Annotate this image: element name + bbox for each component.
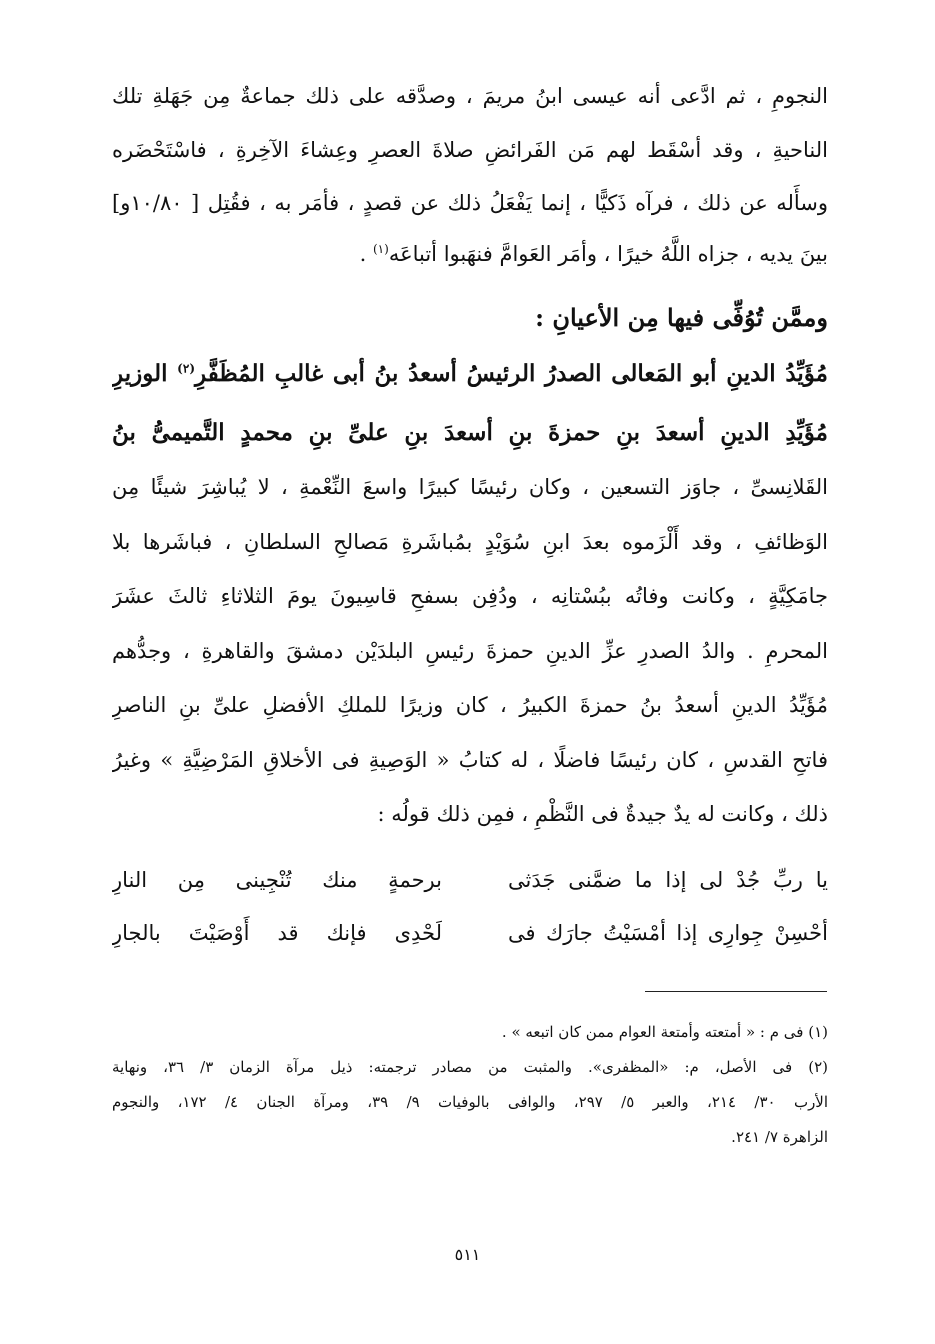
bio-line-1 bbox=[112, 354, 828, 394]
verse-2-first-hemistich: أحْسِنْ جِوارِى إذا أمْسَيْتُ جارَك فى bbox=[508, 921, 828, 945]
verse-1-first-hemistich: يا ربِّ جُدْ لى إذا ما ضمَّنى جَدَثى bbox=[508, 868, 828, 892]
body-line-4-end: . bbox=[359, 242, 367, 266]
footnote-2-line-3: الزاهرة ٧/ ٢٤١. bbox=[731, 1128, 828, 1146]
page-number: ٥١١ bbox=[454, 1245, 481, 1264]
bio-line-5: جامَكِيَّةٍ ، وكانت وفاتُه ببُسْتانِه ، ودُفِن بسفحِ قاسِيونَ يومَ الثلاثاءِ ثالثَ عشَرَ bbox=[112, 584, 828, 608]
bio-line-6: المحرمِ . والدُ الصدرِ عزِّ الدينِ حمزةَ رئيسِ البلدَيْن دمشقَ والقاهرةِ ، وجدُّهم bbox=[112, 639, 828, 663]
section-heading: وممَّن تُوُفِّى فيها مِن الأعيانِ : bbox=[535, 303, 828, 332]
verse-1-second-hemistich: برحمةٍ منك تُنْجِينى مِن النارِ bbox=[112, 868, 442, 892]
verse-2-second-hemistich: لَحْدِى فإنك قد أَوْصَيْتَ بالجارِ bbox=[112, 921, 442, 945]
body-line-4 bbox=[112, 234, 828, 274]
bio-line-9: ذلك ، وكانت له يدٌ جيدةٌ فى النَّظْمِ ، فمِن ذلك قولُه : bbox=[377, 802, 828, 826]
body-line-3: وسأَله عن ذلك ، فرآه ذَكيًّا ، إنما يَفْعَلُ ذلك عن قصدٍ ، فأمَر به ، فقُتِل [ ١٠/٨٠و] bbox=[112, 191, 828, 215]
body-line-2: الناحيةِ ، وقد أسْقَط لهم مَن الفَرائضِ صلاةَ العصرِ وعِشاءَ الآخِرةِ ، فاسْتَحْضَره bbox=[112, 138, 828, 162]
verse-2 bbox=[112, 913, 828, 953]
footnote-divider bbox=[645, 991, 827, 992]
bio-line-1-text: مُؤَيِّدُ الدينِ أبو المَعالى الصدرُ الرئيسُ أسعدُ بنُ أبى غالبِ المُظَفَّرِ bbox=[195, 360, 828, 387]
footnote-ref-2: (٢) bbox=[177, 361, 195, 376]
bio-line-7: مُؤَيِّدُ الدينِ أسعدُ بنُ حمزةَ الكبيرُ ، كان وزيرًا للملكِ الأفضلِ علىِّ بنِ الناصرِ bbox=[112, 693, 828, 717]
bio-line-1-end: الوزيرِ bbox=[112, 360, 168, 387]
bio-line-8: فاتحِ القدسِ ، كان رئيسًا فاضلًا ، له كتابُ « الوَصِيةِ فى الأخلاقِ المَرْضِيَّةِ » وغيرُ bbox=[112, 748, 828, 772]
body-line-1: النجومِ ، ثم ادَّعى أنه عيسى ابنُ مريمَ ، وصدَّقه على ذلك جماعةٌ مِن جَهَلةِ تلك bbox=[112, 84, 828, 108]
body-line-4-text: بينَ يديه ، جزاه اللَّهُ خيرًا ، وأمَر العَوامَّ فنهَبوا أتباعَه bbox=[388, 242, 828, 266]
bio-line-4: الوَظائفِ ، وقد أَلْزَموه بعدَ ابنِ سُوَيْدٍ بمُباشَرةِ مَصالحِ السلطانِ ، فباشَرها بلا bbox=[112, 530, 828, 554]
footnote-2-line-1: (٢) فى الأصل، م: «المظفرى». والمثبت من مصادر ترجمته: ذيل مرآة الزمان ٣/ ٣٦، ونهاية bbox=[112, 1058, 828, 1076]
verse-1 bbox=[112, 860, 828, 900]
footnote-ref-1: (١) bbox=[372, 242, 389, 256]
footnote-1: (١) فى م : « أمتعته وأمتعة العوام ممن كان اتبعه » . bbox=[501, 1023, 828, 1041]
bio-line-3: القَلانِسىِّ ، جاوَز التسعين ، وكان رئيسًا كبيرًا واسعَ النِّعْمةِ ، لا يُباشِرَ شيئًا مِن bbox=[112, 475, 828, 499]
footnote-2-line-2: الأرب ٣٠/ ٢١٤، والعبر ٥/ ٢٩٧، والوافى بالوفيات ٩/ ٣٩، ومرآة الجنان ٤/ ١٧٢، والنجوم bbox=[112, 1093, 828, 1111]
bio-line-2: مُؤَيِّدِ الدينِ أسعدَ بنِ حمزةَ بنِ أسعدَ بنِ علىِّ بنِ محمدٍ التَّميمىُّ بنُ bbox=[112, 419, 828, 446]
